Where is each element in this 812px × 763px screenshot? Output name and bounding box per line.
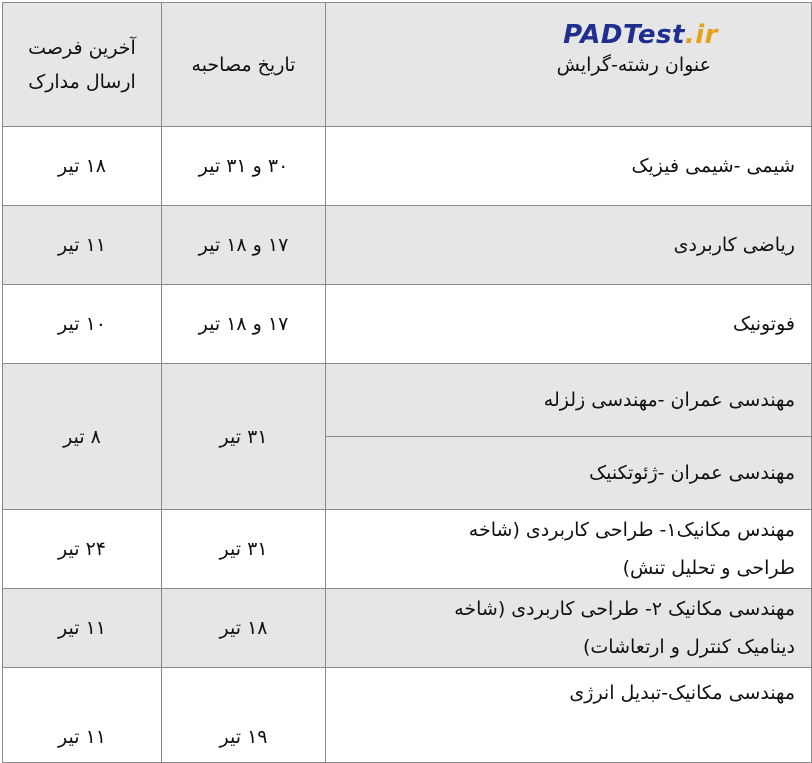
table-row — [3, 364, 812, 437]
field-line: مهندسی مکانیک ۲- طراحی کاربردی (شاخه — [454, 598, 795, 620]
deadline-cell: ۸ تیر — [3, 364, 162, 510]
header-deadline — [3, 3, 162, 127]
field-line: دینامیک کنترل و ارتعاشات) — [583, 636, 795, 658]
interview-date-cell: ۱۷ و ۱۸ تیر — [162, 285, 326, 364]
deadline-cell: ۲۴ تیر — [3, 510, 162, 589]
table-row — [3, 285, 812, 364]
brand-tld: .ir — [684, 20, 718, 50]
table-row — [3, 206, 812, 285]
header-interview-date: تاریخ مصاحبه — [162, 3, 326, 127]
deadline-cell: ۱۰ تیر — [3, 285, 162, 364]
interview-date-cell: ۳۰ و ۳۱ تیر — [162, 127, 326, 206]
deadline-cell: ۱۱ تیر — [3, 206, 162, 285]
field-cell: مهندسی عمران -مهندسی زلزله — [326, 364, 812, 437]
header-field: عنوان رشته-گرایش — [326, 3, 812, 127]
schedule-table — [2, 2, 812, 763]
interview-date-cell: ۱۷ و ۱۸ تیر — [162, 206, 326, 285]
table-row — [3, 127, 812, 206]
interview-date-cell: ۳۱ تیر — [162, 364, 326, 510]
header-deadline-line1: آخرین فرصت — [28, 36, 136, 59]
page — [2, 2, 795, 750]
field-cell: ریاضی کاربردی — [326, 206, 812, 285]
table-row — [3, 510, 812, 589]
interview-date-cell: ۱۹ تیر — [162, 668, 326, 763]
interview-date-cell: ۱۸ تیر — [162, 589, 326, 668]
field-line: طراحی و تحلیل تنش) — [622, 557, 795, 579]
field-cell: شیمی -شیمی فیزیک — [326, 127, 812, 206]
field-cell: مهندسی عمران -ژئوتکنیک — [326, 437, 812, 510]
field-cell: فوتونیک — [326, 285, 812, 364]
deadline-cell: ۱۸ تیر — [3, 127, 162, 206]
table-row — [3, 668, 812, 763]
field-line: مهندس مکانیک۱- طراحی کاربردی (شاخه — [468, 519, 795, 541]
brand-name: PADTest — [563, 20, 685, 50]
interview-date-cell: ۳۱ تیر — [162, 510, 326, 589]
header-deadline-line2: ارسال مدارک — [28, 70, 136, 93]
field-cell: مهندسی مکانیک-تبدیل انرژی — [326, 668, 812, 763]
field-cell — [326, 510, 812, 589]
brand-logo — [563, 20, 718, 50]
table-row — [3, 589, 812, 668]
deadline-cell: ۱۱ تیر — [3, 668, 162, 763]
field-cell — [326, 589, 812, 668]
deadline-cell: ۱۱ تیر — [3, 589, 162, 668]
